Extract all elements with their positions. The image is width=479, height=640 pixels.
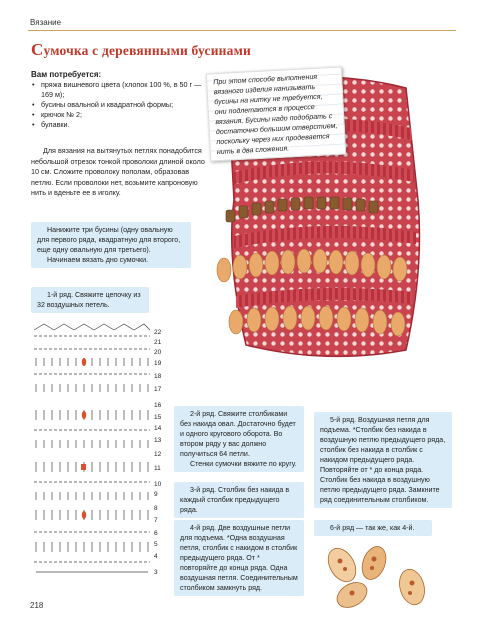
row-number: 16 — [154, 402, 162, 409]
list-item: • пряжа вишневого цвета (хлопок 100 %, в 50 г — 169 м); — [31, 80, 206, 100]
row-number: 18 — [154, 373, 162, 380]
row-number: 7 — [154, 517, 158, 524]
row2-instruction — [174, 406, 304, 472]
list-item: • булавки. — [31, 120, 206, 130]
row-number: 22 — [154, 329, 162, 336]
row-number: 3 — [154, 569, 158, 576]
title-rest: умочка с деревянными бусинами — [43, 43, 251, 58]
row4-instruction — [174, 520, 304, 596]
row3-instruction — [174, 482, 304, 518]
row-number: 19 — [154, 360, 162, 367]
section-label: Вязание — [30, 18, 62, 27]
row5-text: 5-й ряд. Воздушная петля для подъема. *Столбик без накида в воздушную петлю предыдущего ряда, столбик без накида в столбик с накидом предыдущего ряда. Повторяйте от * до конца ряда. Столбик без накида в воздушную петлю предыдущего ряда. Замкните ряд соединительным столбиком. — [320, 416, 446, 504]
row1-instruction — [31, 287, 149, 313]
row-number: 20 — [154, 349, 162, 356]
row-number: 4 — [154, 553, 158, 560]
header-rule — [28, 30, 456, 31]
row-number: 17 — [154, 386, 162, 393]
row-number: 14 — [154, 425, 162, 432]
crochet-chart — [30, 322, 175, 582]
row-number: 8 — [154, 505, 158, 512]
row2-walls-text: Стенки сумочки вяжите по кругу. — [190, 460, 297, 468]
beads-instruction — [31, 222, 191, 268]
row-number: 12 — [154, 451, 162, 458]
row-number: 21 — [154, 339, 162, 346]
row4-text: 4-й ряд. Две воздушные петли для подъема. *Одна воздушная петля, столбик с накидом в столбик предыдущего ряда. От * повторяйте до конца ряда. Одна воздушная петля. Соединительным столбиком замкнуть ряд. — [180, 524, 298, 592]
intro-paragraph: Для вязания на вытянутых петлях понадобится небольшой отрезок тонкой проволоки длиной около 10 см. Сложите проволоку пополам, образовав петлю. Если проволоки нет, возьмите капроновую нить и вденьте ее в иголку. — [31, 146, 205, 197]
row-number: 15 — [154, 414, 162, 421]
tip-note: При этом способе выполнения вязаного изделия нанизывать бусины на нитку не требуется, они подлетаются в процессе вязания. Бусины надо подобрать с достаточно большим отверстием, поскольку через них продевается нить в два сложения. — [206, 67, 346, 162]
row2-text: 2-й ряд. Свяжите столбиками без накида овал. Достаточно будет и одного кругового оборота. Во втором ряду у вас должно получиться 64 петли. — [180, 410, 296, 458]
row3-text: 3-й ряд. Столбик без накида в каждый столбик предыдущего ряда. — [180, 486, 290, 514]
row6-instruction — [314, 520, 432, 536]
list-item: • бусины овальной и квадратной формы; — [31, 100, 206, 110]
page-number: 218 — [30, 601, 44, 610]
row-number: 6 — [154, 530, 158, 537]
row-number: 5 — [154, 541, 158, 548]
materials-list — [31, 80, 206, 130]
row1-text: 1-й ряд. Свяжите цепочку из 32 воздушных петель. — [37, 291, 141, 309]
title-initial: С — [31, 40, 44, 59]
beads-photo — [312, 535, 452, 615]
page-title — [31, 40, 251, 60]
row6-text: 6-й ряд — так же, как 4-й. — [330, 524, 415, 532]
row-number: 10 — [154, 481, 162, 488]
beads-text: Нанижите три бусины (одну овальную для первого ряда, квадратную для второго, еще одну овальную для третьего). — [37, 226, 181, 254]
start-text: Начинаем вязать дно сумочки. — [47, 256, 149, 264]
row-number: 13 — [154, 437, 162, 444]
materials-heading: Вам потребуется: — [31, 70, 102, 79]
row-number: 9 — [154, 491, 158, 498]
row5-instruction — [314, 412, 452, 508]
row-number: 11 — [154, 465, 161, 472]
list-item: • крючок № 2; — [31, 110, 206, 120]
